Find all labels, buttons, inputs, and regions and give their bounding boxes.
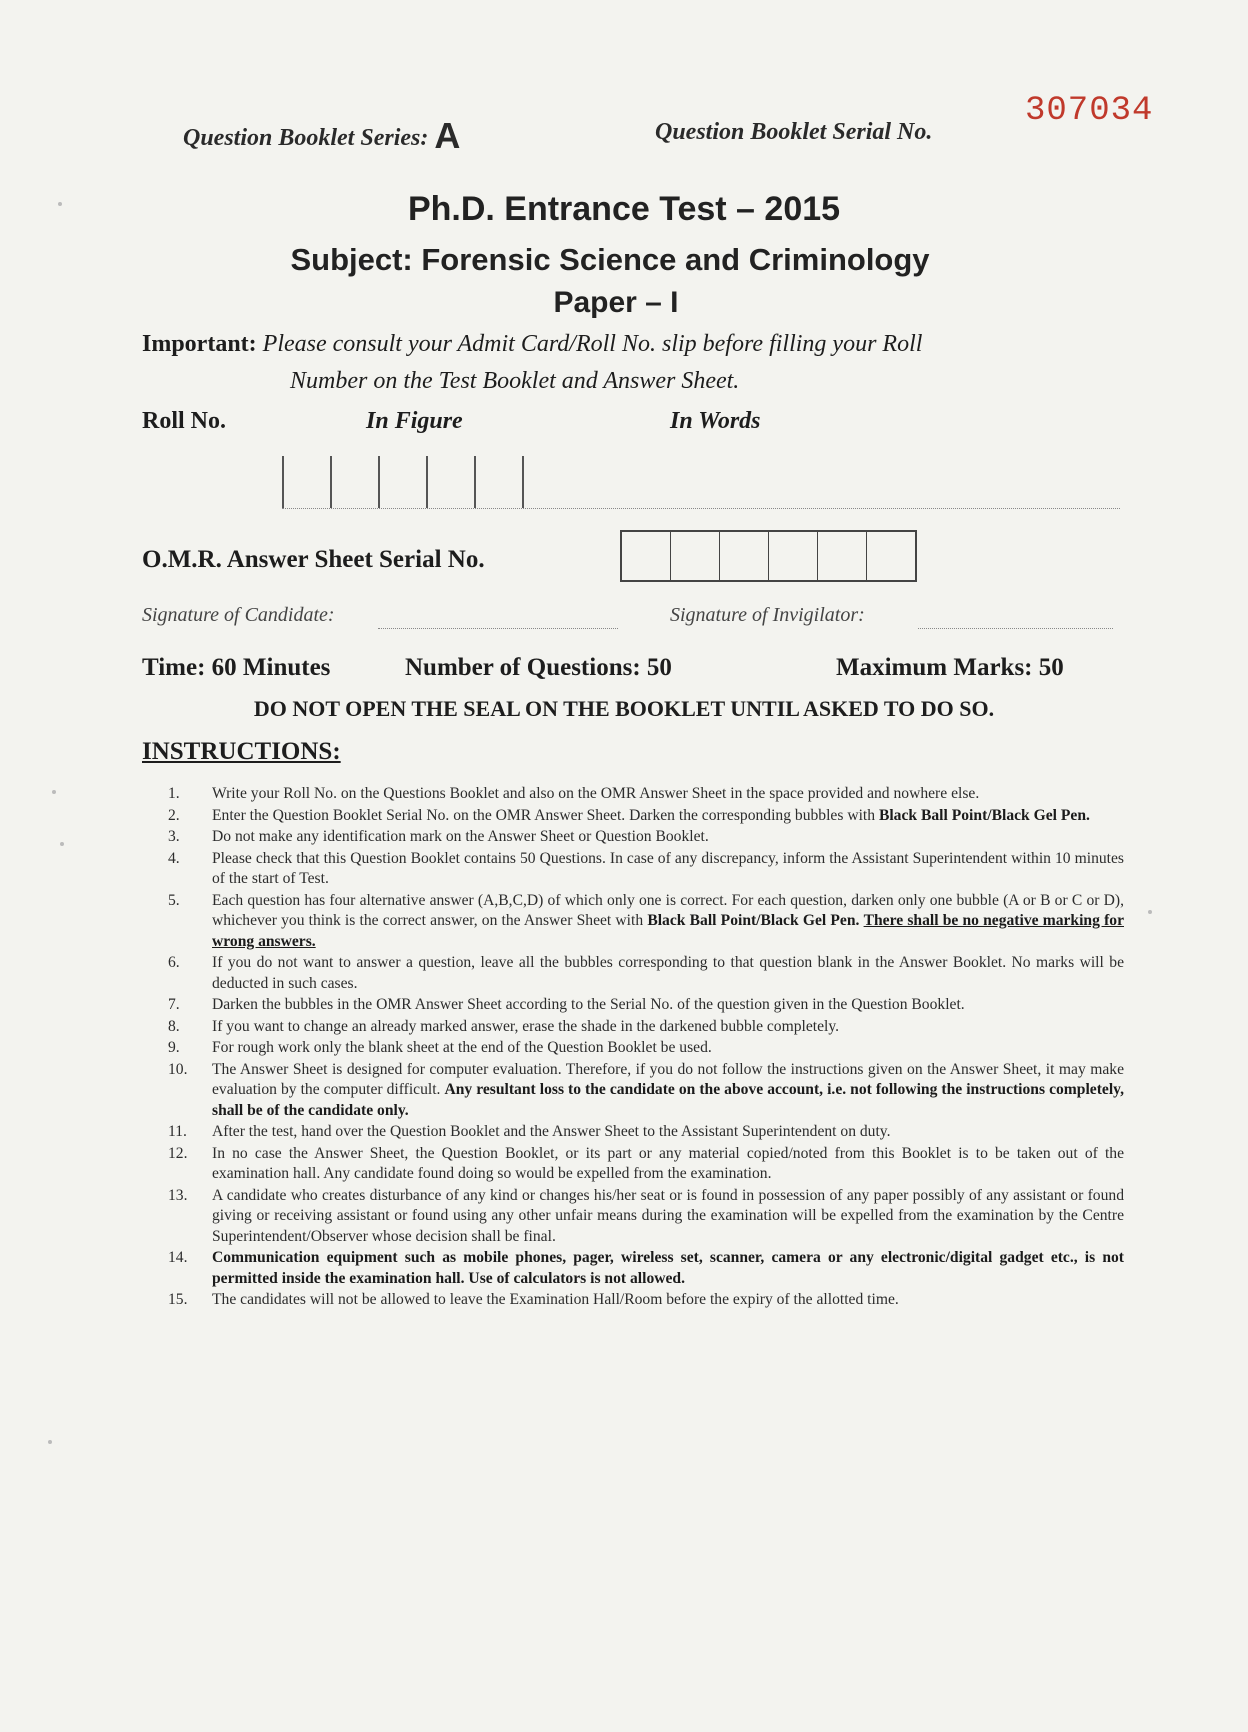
in-words-label: In Words: [670, 408, 761, 434]
scan-speck: [1148, 910, 1152, 914]
scan-speck: [60, 842, 64, 846]
list-item: 7. Darken the bubbles in the OMR Answer Sheet according to the Serial No. of the question given in the Question Booklet.: [168, 996, 965, 1013]
booklet-series-value: A: [434, 115, 461, 156]
omr-serial-label: O.M.R. Answer Sheet Serial No.: [142, 546, 485, 573]
paper-title: Paper – I: [553, 286, 679, 319]
list-item: 8. If you want to change an already marked answer, erase the shade in the darkened bubble completely.: [168, 1017, 840, 1035]
omr-digit-box[interactable]: [818, 532, 867, 580]
roll-in-words-line[interactable]: [282, 508, 1120, 509]
omr-digit-box[interactable]: [671, 532, 720, 580]
list-item: 10. The Answer Sheet is designed for computer evaluation. Therefore, if you do not follow the instructions given on the Answer Sheet, it may make evaluation by the computer difficult. Any resultant loss to the candidate on the above account, i.e. not following the instructions completely, shall be of the candidate only.: [168, 1060, 1124, 1119]
invigilator-signature-label: Signature of Invigilator:: [670, 604, 865, 626]
list-item: 12. In no case the Answer Sheet, the Question Booklet, or its part or any material copied/noted from this Booklet is to be taken out of the examination hall. Any candidate found doing so would be expelled from the examination.: [168, 1144, 1124, 1182]
number-of-questions: Number of Questions: 50: [405, 654, 672, 681]
list-item: 2. Enter the Question Booklet Serial No. on the OMR Answer Sheet. Darken the corresponding bubbles with Black Ball Point/Black Gel Pen.: [168, 806, 1090, 824]
omr-digit-box[interactable]: [720, 532, 769, 580]
list-item: 6. If you do not want to answer a question, leave all the bubbles corresponding to that question blank in the Answer Booklet. No marks will be deducted in such cases.: [168, 954, 1124, 992]
instructions-list: [168, 784, 1124, 1312]
important-line-1: Please consult your Admit Card/Roll No. slip before filling your Roll: [262, 331, 923, 357]
seal-warning: DO NOT OPEN THE SEAL ON THE BOOKLET UNTIL ASKED TO DO SO.: [253, 696, 995, 721]
roll-digit-box[interactable]: [282, 456, 330, 508]
exam-time: Time: 60 Minutes: [142, 654, 331, 681]
list-item: 3. Do not make any identification mark on the Answer Sheet or Question Booklet.: [168, 828, 709, 845]
roll-no-label: Roll No.: [142, 408, 226, 434]
booklet-series: [183, 115, 460, 157]
list-item: 9. For rough work only the blank sheet at the end of the Question Booklet be used.: [168, 1039, 712, 1056]
important-line-2: Number on the Test Booklet and Answer Sheet.: [290, 368, 740, 394]
scan-speck: [58, 202, 62, 206]
roll-digit-box[interactable]: [426, 456, 474, 508]
omr-digit-box[interactable]: [769, 532, 818, 580]
candidate-signature-line[interactable]: [378, 628, 618, 629]
omr-digit-box[interactable]: [622, 532, 671, 580]
booklet-serial-label: Question Booklet Serial No.: [655, 119, 933, 145]
roll-digit-box[interactable]: [378, 456, 426, 508]
list-item: 14. Communication equipment such as mobile phones, pager, wireless set, scanner, camera or any electronic/digital gadget etc., is not permitted inside the examination hall. Use of calculators is not allowed.: [168, 1249, 1124, 1287]
roll-digit-box[interactable]: [474, 456, 524, 508]
subject-title: Subject: Forensic Science and Criminology: [290, 242, 930, 277]
list-item: 5. Each question has four alternative answer (A,B,C,D) of which only one is correct. For each question, darken only one bubble (A or B or C or D), whichever you think is the correct answer, on the Answer Sheet with Black Ball Point/Black Gel Pen. There shall be no negative marking for wrong answers.: [168, 891, 1124, 950]
list-item: 11. After the test, hand over the Question Booklet and the Answer Sheet to the Assistant Superintendent on duty.: [168, 1123, 891, 1140]
booklet-series-label: Question Booklet Series:: [183, 125, 429, 151]
roll-digit-box[interactable]: [330, 456, 378, 508]
roll-number-boxes[interactable]: [282, 456, 524, 508]
list-item: 15. The candidates will not be allowed to leave the Examination Hall/Room before the expiry of the allotted time.: [168, 1291, 899, 1308]
maximum-marks: Maximum Marks: 50: [836, 654, 1064, 681]
omr-serial-boxes[interactable]: [620, 530, 917, 582]
scan-speck: [52, 790, 56, 794]
invigilator-signature-line[interactable]: [918, 628, 1113, 629]
important-note: [142, 326, 1132, 400]
in-figure-label: In Figure: [366, 408, 463, 434]
page-title: Ph.D. Entrance Test – 2015: [407, 190, 841, 228]
scan-speck: [48, 1440, 52, 1444]
list-item: 13. A candidate who creates disturbance of any kind or changes his/her seat or is found in possession of any paper possibly of any assistant or found giving or receiving assistant or found using any other unfair means during the examination will be expelled from the examination by the Centre Superintendent/Observer whose decision shall be final.: [168, 1186, 1124, 1245]
list-item: 4. Please check that this Question Booklet contains 50 Questions. In case of any discrepancy, inform the Assistant Superintendent within 10 minutes of the start of Test.: [168, 849, 1124, 887]
candidate-signature-label: Signature of Candidate:: [142, 604, 335, 626]
important-label: Important:: [142, 331, 257, 357]
list-item: 1. Write your Roll No. on the Questions Booklet and also on the OMR Answer Sheet in the space provided and nowhere else.: [168, 785, 980, 802]
instructions-heading: INSTRUCTIONS:: [142, 738, 341, 765]
booklet-serial-number: 307034: [1025, 92, 1154, 130]
omr-digit-box[interactable]: [867, 532, 915, 580]
